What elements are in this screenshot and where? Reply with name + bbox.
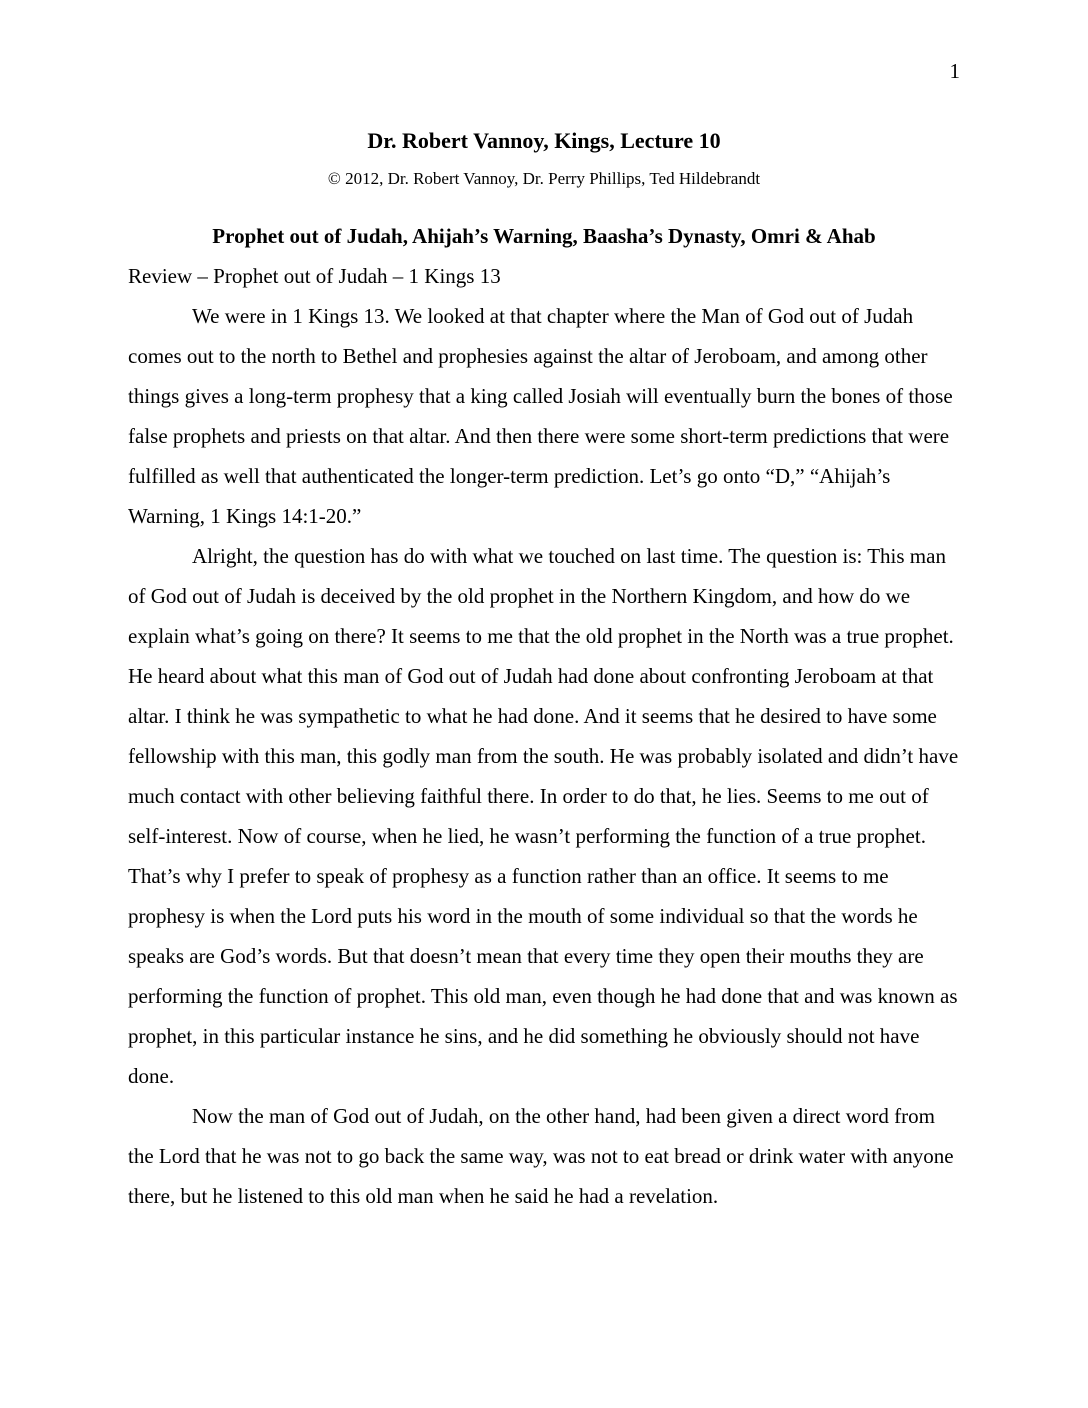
paragraph-1: We were in 1 Kings 13. We looked at that chapter where the Man of God out of Judah comes out to the north to Bethel and prophesies against the altar of Jeroboam, and among other things gives a long-term prophesy that a king called Josiah will eventually burn the bones of those false prophets and priests on that altar. And then there were some short-term predictions that were fulfilled as well that authenticated the longer-term prediction. Let’s go onto “D,” “Ahijah’s Warning, 1 Kings 14:1-20.” — [128, 304, 953, 528]
paragraph-3: Now the man of God out of Judah, on the other hand, had been given a direct word from the Lord that he was not to go back the same way, was not to eat bread or drink water with anyone there, but he listened to this old man when he said he had a revelation. — [128, 1104, 954, 1208]
review-subheading: Review – Prophet out of Judah – 1 Kings 13 — [128, 264, 501, 288]
page-number: 1 — [949, 59, 960, 83]
section-heading: Prophet out of Judah, Ahijah’s Warning, Baasha’s Dynasty, Omri & Ahab — [212, 224, 876, 248]
lecture-title: Dr. Robert Vannoy, Kings, Lecture 10 — [367, 128, 721, 153]
paragraph-2: Alright, the question has do with what we touched on last time. The question is: This man of God out of Judah is deceived by the old prophet in the Northern Kingdom, and how do we explain what’s going on there? It seems to me that the old prophet in the North was a true prophet. He heard about what this man of God out of Judah had done about confronting Jeroboam at that altar. I think he was sympathetic to what he had done. And it seems that he desired to have some fellowship with this man, this godly man from the south. He was probably isolated and didn’t have much contact with other believing faithful there. In order to do that, he lies. Seems to me out of self-interest. Now of course, when he lied, he wasn’t performing the function of a true prophet. That’s why I prefer to speak of prophesy as a function rather than an office. It seems to me prophesy is when the Lord puts his word in the mouth of some individual so that the words he speaks are God’s words. But that doesn’t mean that every time they open their mouths they are performing the function of prophet. This old man, even though he had done that and was known as prophet, in this particular instance he sins, and he did something he obviously should not have done. — [128, 544, 959, 1088]
body-text — [128, 296, 960, 1216]
copyright-line: © 2012, Dr. Robert Vannoy, Dr. Perry Phillips, Ted Hildebrandt — [327, 169, 761, 188]
